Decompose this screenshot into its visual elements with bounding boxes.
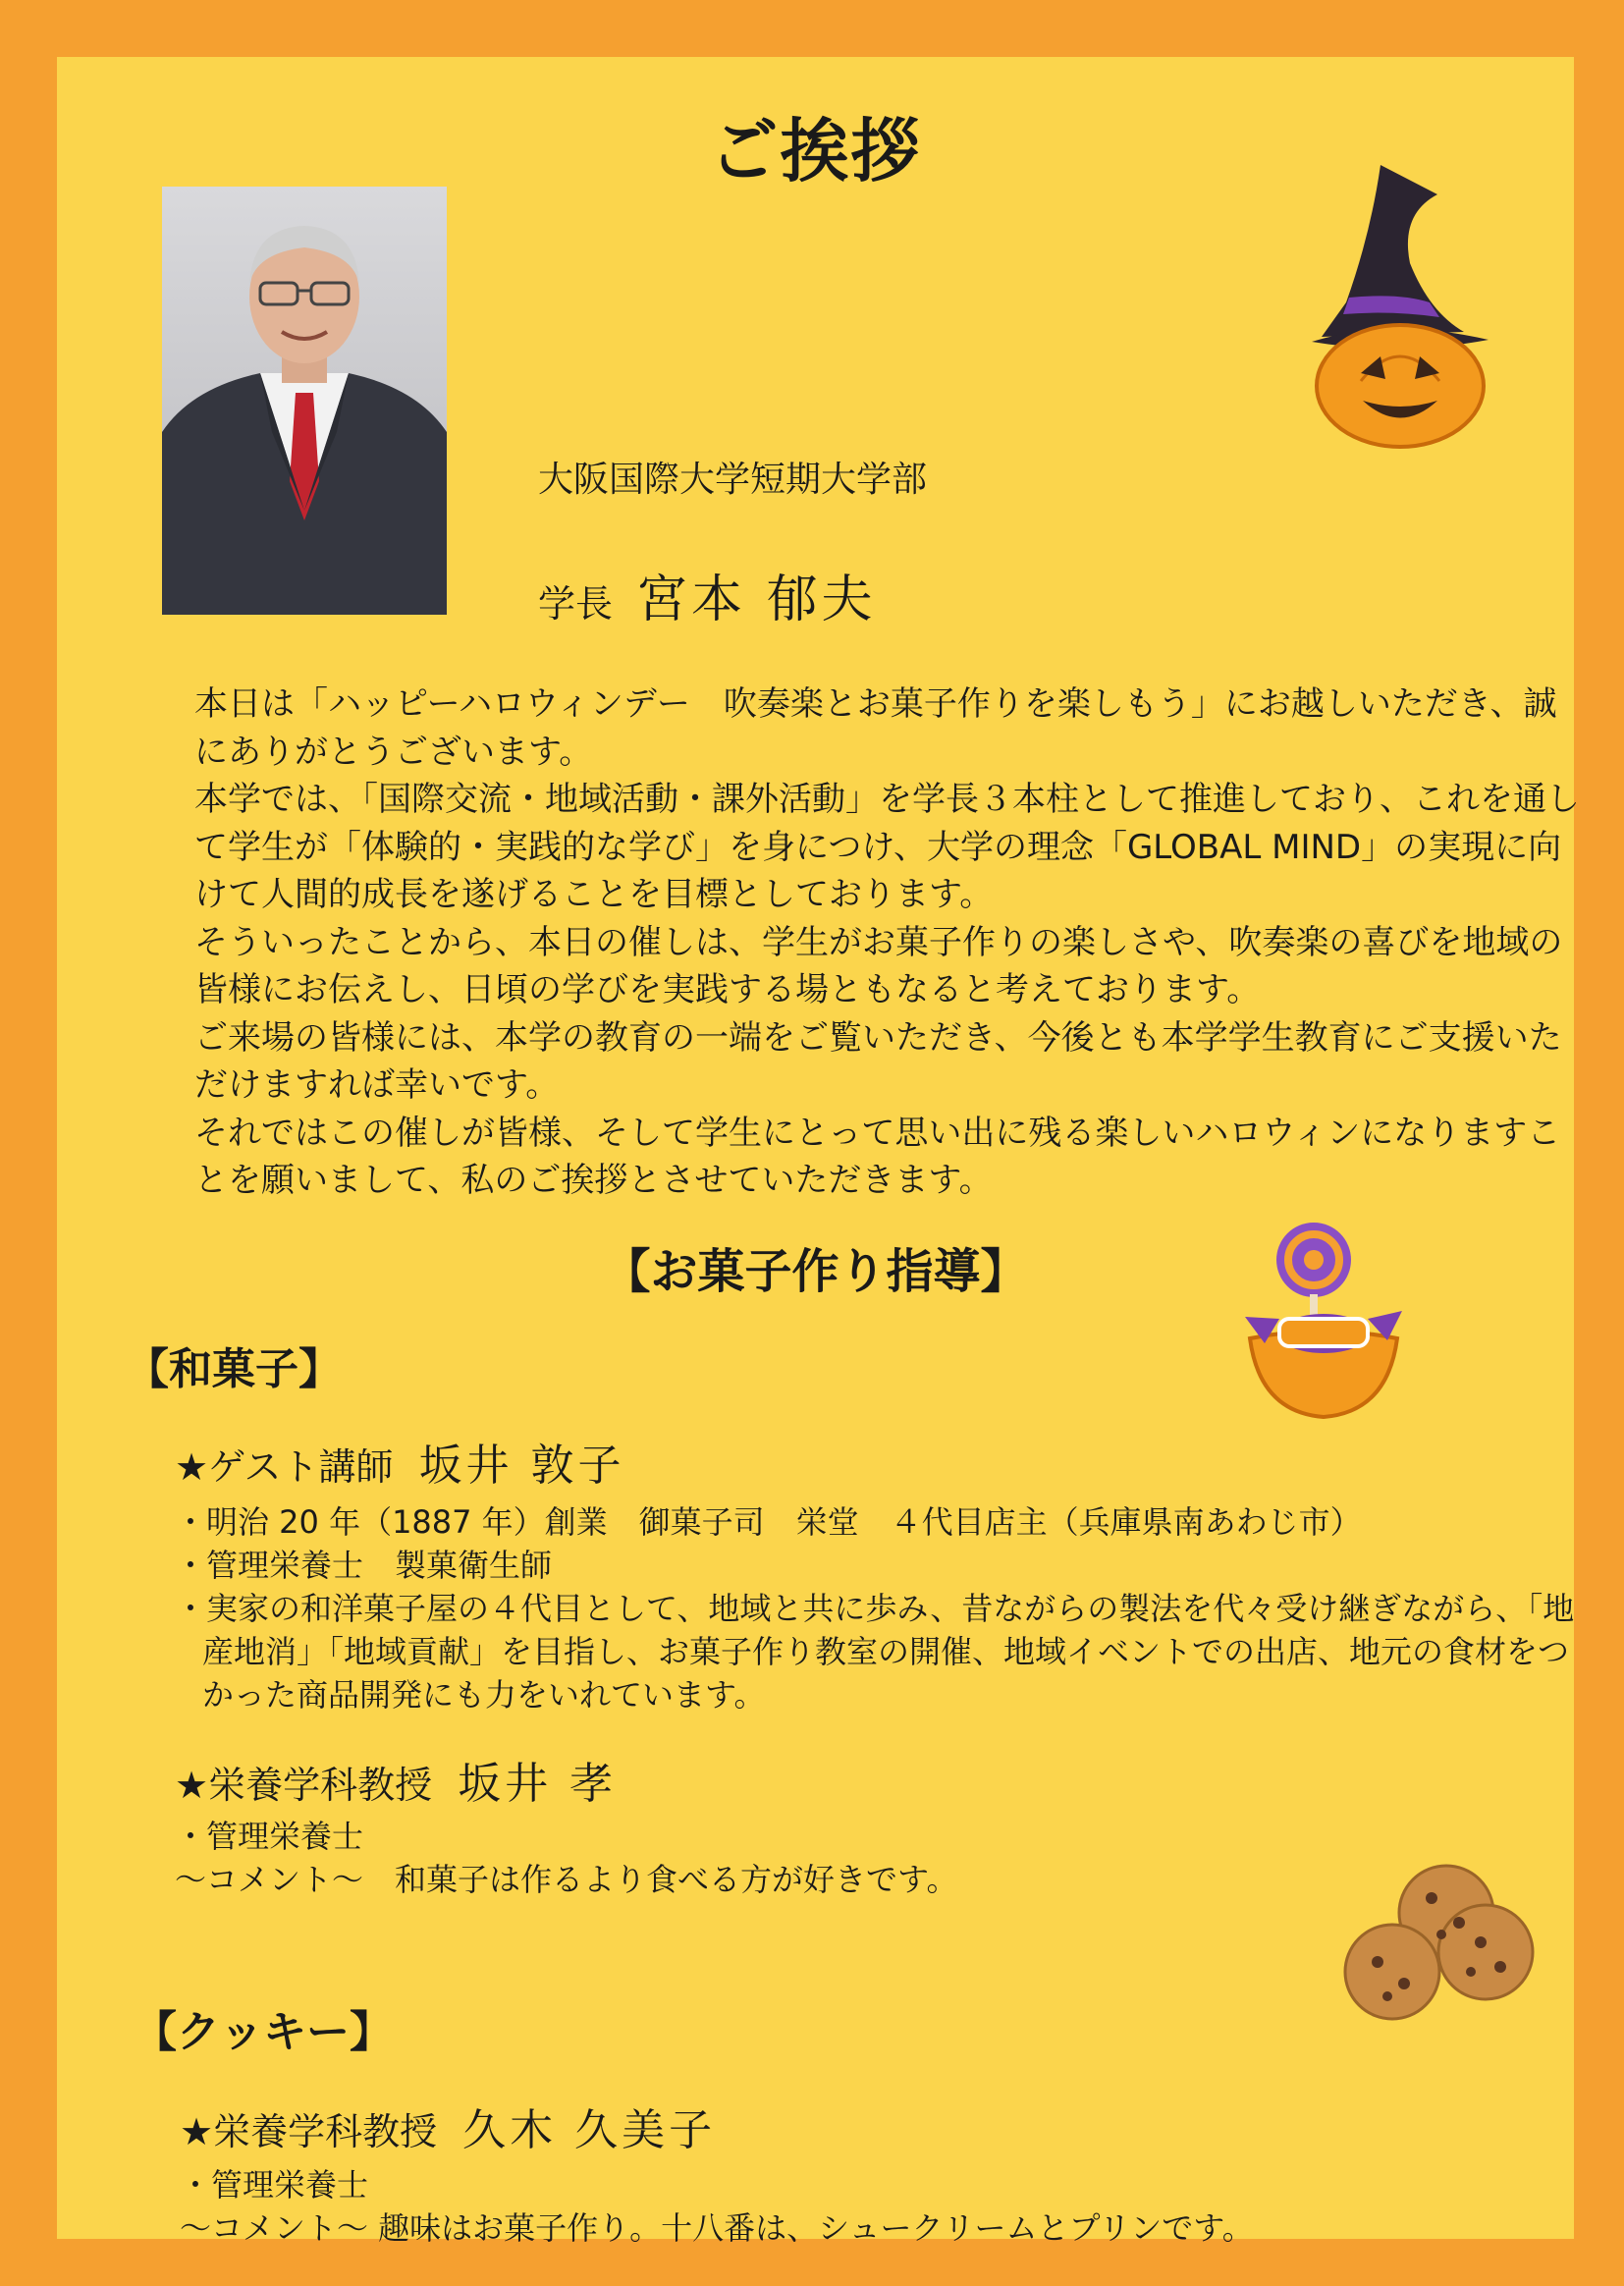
- greeting-paragraph: それではこの催しが皆様、そして学生にとって思い出に残る楽しいハロウィンになりますことを願いまして、私のご挨拶とさせていただきます。: [194, 1113, 1561, 1200]
- section-title: 【お菓子作り指導】: [603, 1244, 1028, 1299]
- president-name: 宮本 郁夫: [636, 571, 877, 629]
- flyer-page: [57, 57, 1580, 2247]
- guest-label: ★ゲスト講師: [175, 1445, 394, 1489]
- page-title: ご挨拶: [709, 111, 922, 191]
- wagashi-heading: 【和菓子】: [126, 1344, 342, 1394]
- president-role: 学長: [538, 582, 614, 626]
- professor-name: 久木 久美子: [462, 2105, 717, 2155]
- greeting-paragraph: 本学では、「国際交流・地域活動・課外活動」を学長３本柱として推進しており、これを通して学生が「体験的・実践的な学び」を身につけ、大学の理念「GLOBAL MIND」の実現に向けて人間的成長を遂げることを目標としております。: [194, 780, 1580, 914]
- guest-detail-line: ・管理栄養士 製菓衛生師: [175, 1547, 553, 1584]
- guest-details: [175, 1500, 1579, 1716]
- president-photo: [162, 187, 447, 615]
- professor-detail-line: ～コメント～ 趣味はお菓子作り。十八番は、シュークリームとプリンです。: [180, 2209, 1254, 2247]
- affiliation: 大阪国際大学短期大学部: [538, 460, 928, 500]
- portrait-illustration: [162, 187, 447, 615]
- professor-label: ★栄養学科教授: [180, 2110, 438, 2153]
- wagashi-professor-details: [175, 1815, 1255, 1901]
- guest-detail-line: ・実家の和洋菓子屋の４代目として、地域と共に歩み、昔ながらの製法を代々受け継ぎながら、「地産地消」「地域貢献」を目指し、お菓子作り教室の開催、地域イベントでの出店、地元の食材をつかった商品開発にも力をいれています。: [175, 1590, 1575, 1714]
- greeting-paragraph: ご来場の皆様には、本学の教育の一端をご覧いただき、今後とも本学学生教育にご支援いただけますれば幸いです。: [194, 1017, 1562, 1105]
- guest-detail-line: ・明治 20 年（1887 年）創業 御菓子司 栄堂 ４代目店主（兵庫県南あわじ市）: [175, 1503, 1362, 1541]
- greeting-paragraph: そういったことから、本日の催しは、学生がお菓子作りの楽しさや、吹奏楽の喜びを地域の皆様にお伝えし、日頃の学びを実践する場ともなると考えております。: [194, 922, 1563, 1009]
- guest-instructor-row: [175, 1430, 625, 1493]
- greeting-paragraph: 本日は「ハッピーハロウィンデー 吹奏楽とお菓子作りを楽しもう」にお越しいただき、誠にありがとうございます。: [194, 684, 1557, 772]
- professor-name: 坂井 孝: [458, 1759, 618, 1809]
- guest-name: 坂井 敦子: [418, 1441, 625, 1491]
- greeting-text: [194, 680, 1589, 1205]
- wagashi-professor-row: [175, 1748, 617, 1811]
- cookies-icon: [1333, 1854, 1540, 2031]
- president-name-row: [538, 558, 877, 631]
- professor-detail-line: ～コメント～ 和菓子は作るより食べる方が好きです。: [175, 1861, 958, 1898]
- candy-bowl-icon: [1225, 1201, 1422, 1437]
- professor-label: ★栄養学科教授: [175, 1764, 433, 1807]
- cookie-heading: 【クッキー】: [134, 2007, 393, 2057]
- cookie-professor-row: [180, 2095, 716, 2157]
- professor-detail-line: ・管理栄養士: [175, 1818, 364, 1855]
- pumpkin-witch-hat-icon: [1292, 155, 1508, 450]
- professor-detail-line: ・管理栄養士: [180, 2166, 369, 2204]
- cookie-professor-details: [180, 2163, 1456, 2250]
